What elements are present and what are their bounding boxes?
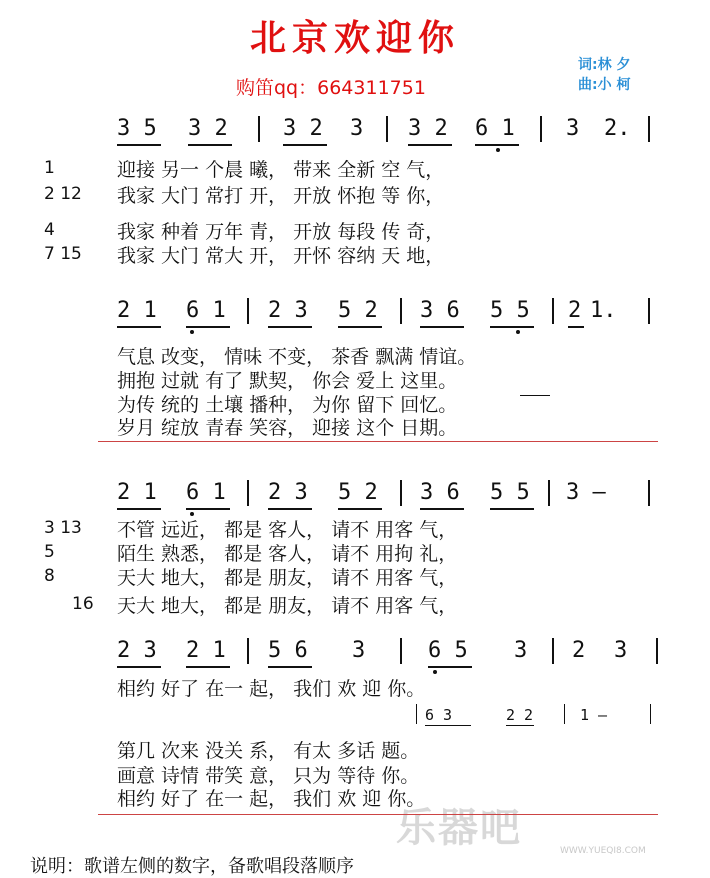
lyric-line: 不管 远近， 都是 客人， 请不 用客 气， — [117, 519, 458, 541]
lyric-line: 为传 统的 土壤 播种， 为你 留下 回忆。 — [117, 394, 458, 416]
note-group: 2 3 — [268, 480, 308, 505]
note-group: 5 2 — [338, 298, 378, 323]
note-group: 6 3 — [425, 706, 453, 724]
low-octave-dot — [496, 148, 500, 152]
verse-number: 4 — [44, 220, 55, 240]
beam — [268, 326, 312, 328]
lyric-line: 第几 次来 没关 系， 有太 多话 题。 — [117, 740, 420, 762]
bar-line — [416, 704, 417, 724]
verse-number: 16 — [72, 594, 94, 614]
bar-line — [247, 298, 249, 324]
section-divider — [98, 814, 658, 815]
bar-line — [564, 704, 565, 724]
lyric-line: 我家 大门 常打 开， 开放 怀抱 等 你， — [117, 185, 445, 207]
song-title: 北京欢迎你 — [249, 18, 460, 59]
lyric-line: 天大 地大， 都是 朋友， 请不 用客 气， — [117, 567, 458, 589]
note-group: 6 1 — [186, 298, 226, 323]
low-octave-dot — [433, 670, 437, 674]
beam — [338, 508, 382, 510]
note-group: 3 5 — [117, 116, 157, 141]
note-group: 2. — [604, 116, 631, 141]
bar-line — [648, 298, 650, 324]
note-group: 3 6 — [420, 298, 460, 323]
note-group: 2 — [572, 638, 586, 663]
note-group: 2 1 — [186, 638, 226, 663]
note-group: 3 2 — [283, 116, 323, 141]
note-group: 3 — [514, 638, 528, 663]
lyric-line: 画意 诗情 带笑 意， 只为 等待 你。 — [117, 765, 420, 787]
beam — [186, 326, 230, 328]
bar-line — [656, 638, 658, 664]
lyric-line: 我家 种着 万年 青， 开放 每段 传 奇， — [117, 221, 445, 243]
watermark-logo: 乐器吧 — [396, 805, 522, 851]
composer-credit: 曲:小 柯 — [578, 77, 631, 93]
note-group: 6 1 — [186, 480, 226, 505]
beam — [506, 725, 534, 726]
beam — [428, 666, 472, 668]
beam — [268, 508, 312, 510]
note-group: 2 1 — [117, 480, 157, 505]
beam — [425, 725, 471, 726]
lyric-line: 陌生 熟悉， 都是 客人， 请不 用拘 礼， — [117, 543, 458, 565]
bar-line — [386, 116, 388, 142]
lyric-line: 拥抱 过就 有了 默契， 你会 爱上 这里。 — [117, 370, 458, 392]
beam — [117, 508, 161, 510]
qq-contact: 购笛qq：664311751 — [236, 77, 426, 99]
lyric-line: 岁月 绽放 青春 笑容， 迎接 这个 日期。 — [117, 417, 458, 439]
note-group: 2 3 — [268, 298, 308, 323]
beam — [568, 326, 584, 328]
bar-line — [548, 480, 550, 506]
section-divider — [98, 441, 658, 442]
note-group: 2 1 — [117, 298, 157, 323]
note-group: 3 – — [566, 480, 606, 505]
note-group: 3 — [614, 638, 628, 663]
beam — [188, 144, 232, 146]
lyric-line: 迎接 另一 个晨 曦， 带来 全新 空 气， — [117, 159, 445, 181]
note-group: 1. — [590, 298, 617, 323]
beam — [268, 666, 312, 668]
lyricist-credit: 词:林 夕 — [578, 57, 631, 73]
note-group: 2 2 — [506, 706, 534, 724]
bar-line — [400, 480, 402, 506]
bar-line — [552, 298, 554, 324]
lyric-line: 天大 地大， 都是 朋友， 请不 用客 气， — [117, 595, 458, 617]
note-group: 5 5 — [490, 298, 530, 323]
note-group: 3 6 — [420, 480, 460, 505]
beam — [338, 326, 382, 328]
beam — [283, 144, 327, 146]
bar-line — [247, 480, 249, 506]
bar-line — [258, 116, 260, 142]
note-group: 3 — [350, 116, 364, 141]
bar-line — [648, 116, 650, 142]
note-group: 1 – — [580, 706, 608, 724]
beam — [186, 666, 230, 668]
verse-number: 7 15 — [44, 244, 82, 264]
note-group: 6 1 — [475, 116, 515, 141]
verse-number: 1 — [44, 158, 55, 178]
bar-line — [400, 298, 402, 324]
note-group: 3 — [566, 116, 580, 141]
verse-number: 5 — [44, 542, 55, 562]
beam — [490, 508, 534, 510]
lyric-line: 相约 好了 在一 起， 我们 欢 迎 你。 — [117, 678, 426, 700]
note-group: 2 3 — [117, 638, 157, 663]
verse-number: 8 — [44, 566, 55, 586]
lyric-underline — [520, 395, 550, 396]
verse-number: 2 12 — [44, 184, 82, 204]
bar-line — [540, 116, 542, 142]
beam — [490, 326, 534, 328]
note-group: 3 2 — [408, 116, 448, 141]
lyric-line: 相约 好了 在一 起， 我们 欢 迎 你。 — [117, 788, 426, 810]
verse-number: 3 13 — [44, 518, 82, 538]
bar-line — [247, 638, 249, 664]
watermark-url: WWW.YUEQI8.COM — [560, 846, 646, 856]
note-group: 5 6 — [268, 638, 308, 663]
beam — [186, 508, 230, 510]
bar-line — [400, 638, 402, 664]
lyric-line: 气息 改变， 情味 不变， 茶香 飘满 情谊。 — [117, 346, 477, 368]
beam — [117, 326, 161, 328]
note-group: 6 5 — [428, 638, 468, 663]
bar-line — [648, 480, 650, 506]
footnote: 说明：歌谱左侧的数字，备歌唱段落顺序 — [30, 856, 354, 877]
note-group: 3 — [352, 638, 366, 663]
note-group: 2 — [568, 298, 582, 323]
beam — [117, 144, 161, 146]
beam — [117, 666, 161, 668]
note-group: 3 2 — [188, 116, 228, 141]
low-octave-dot — [516, 330, 520, 334]
low-octave-dot — [190, 330, 194, 334]
note-group: 5 2 — [338, 480, 378, 505]
bar-line — [650, 704, 651, 724]
beam — [420, 508, 464, 510]
beam — [420, 326, 464, 328]
note-group: 5 5 — [490, 480, 530, 505]
beam — [475, 144, 519, 146]
bar-line — [552, 638, 554, 664]
beam — [408, 144, 452, 146]
lyric-line: 我家 大门 常大 开， 开怀 容纳 天 地， — [117, 245, 445, 267]
